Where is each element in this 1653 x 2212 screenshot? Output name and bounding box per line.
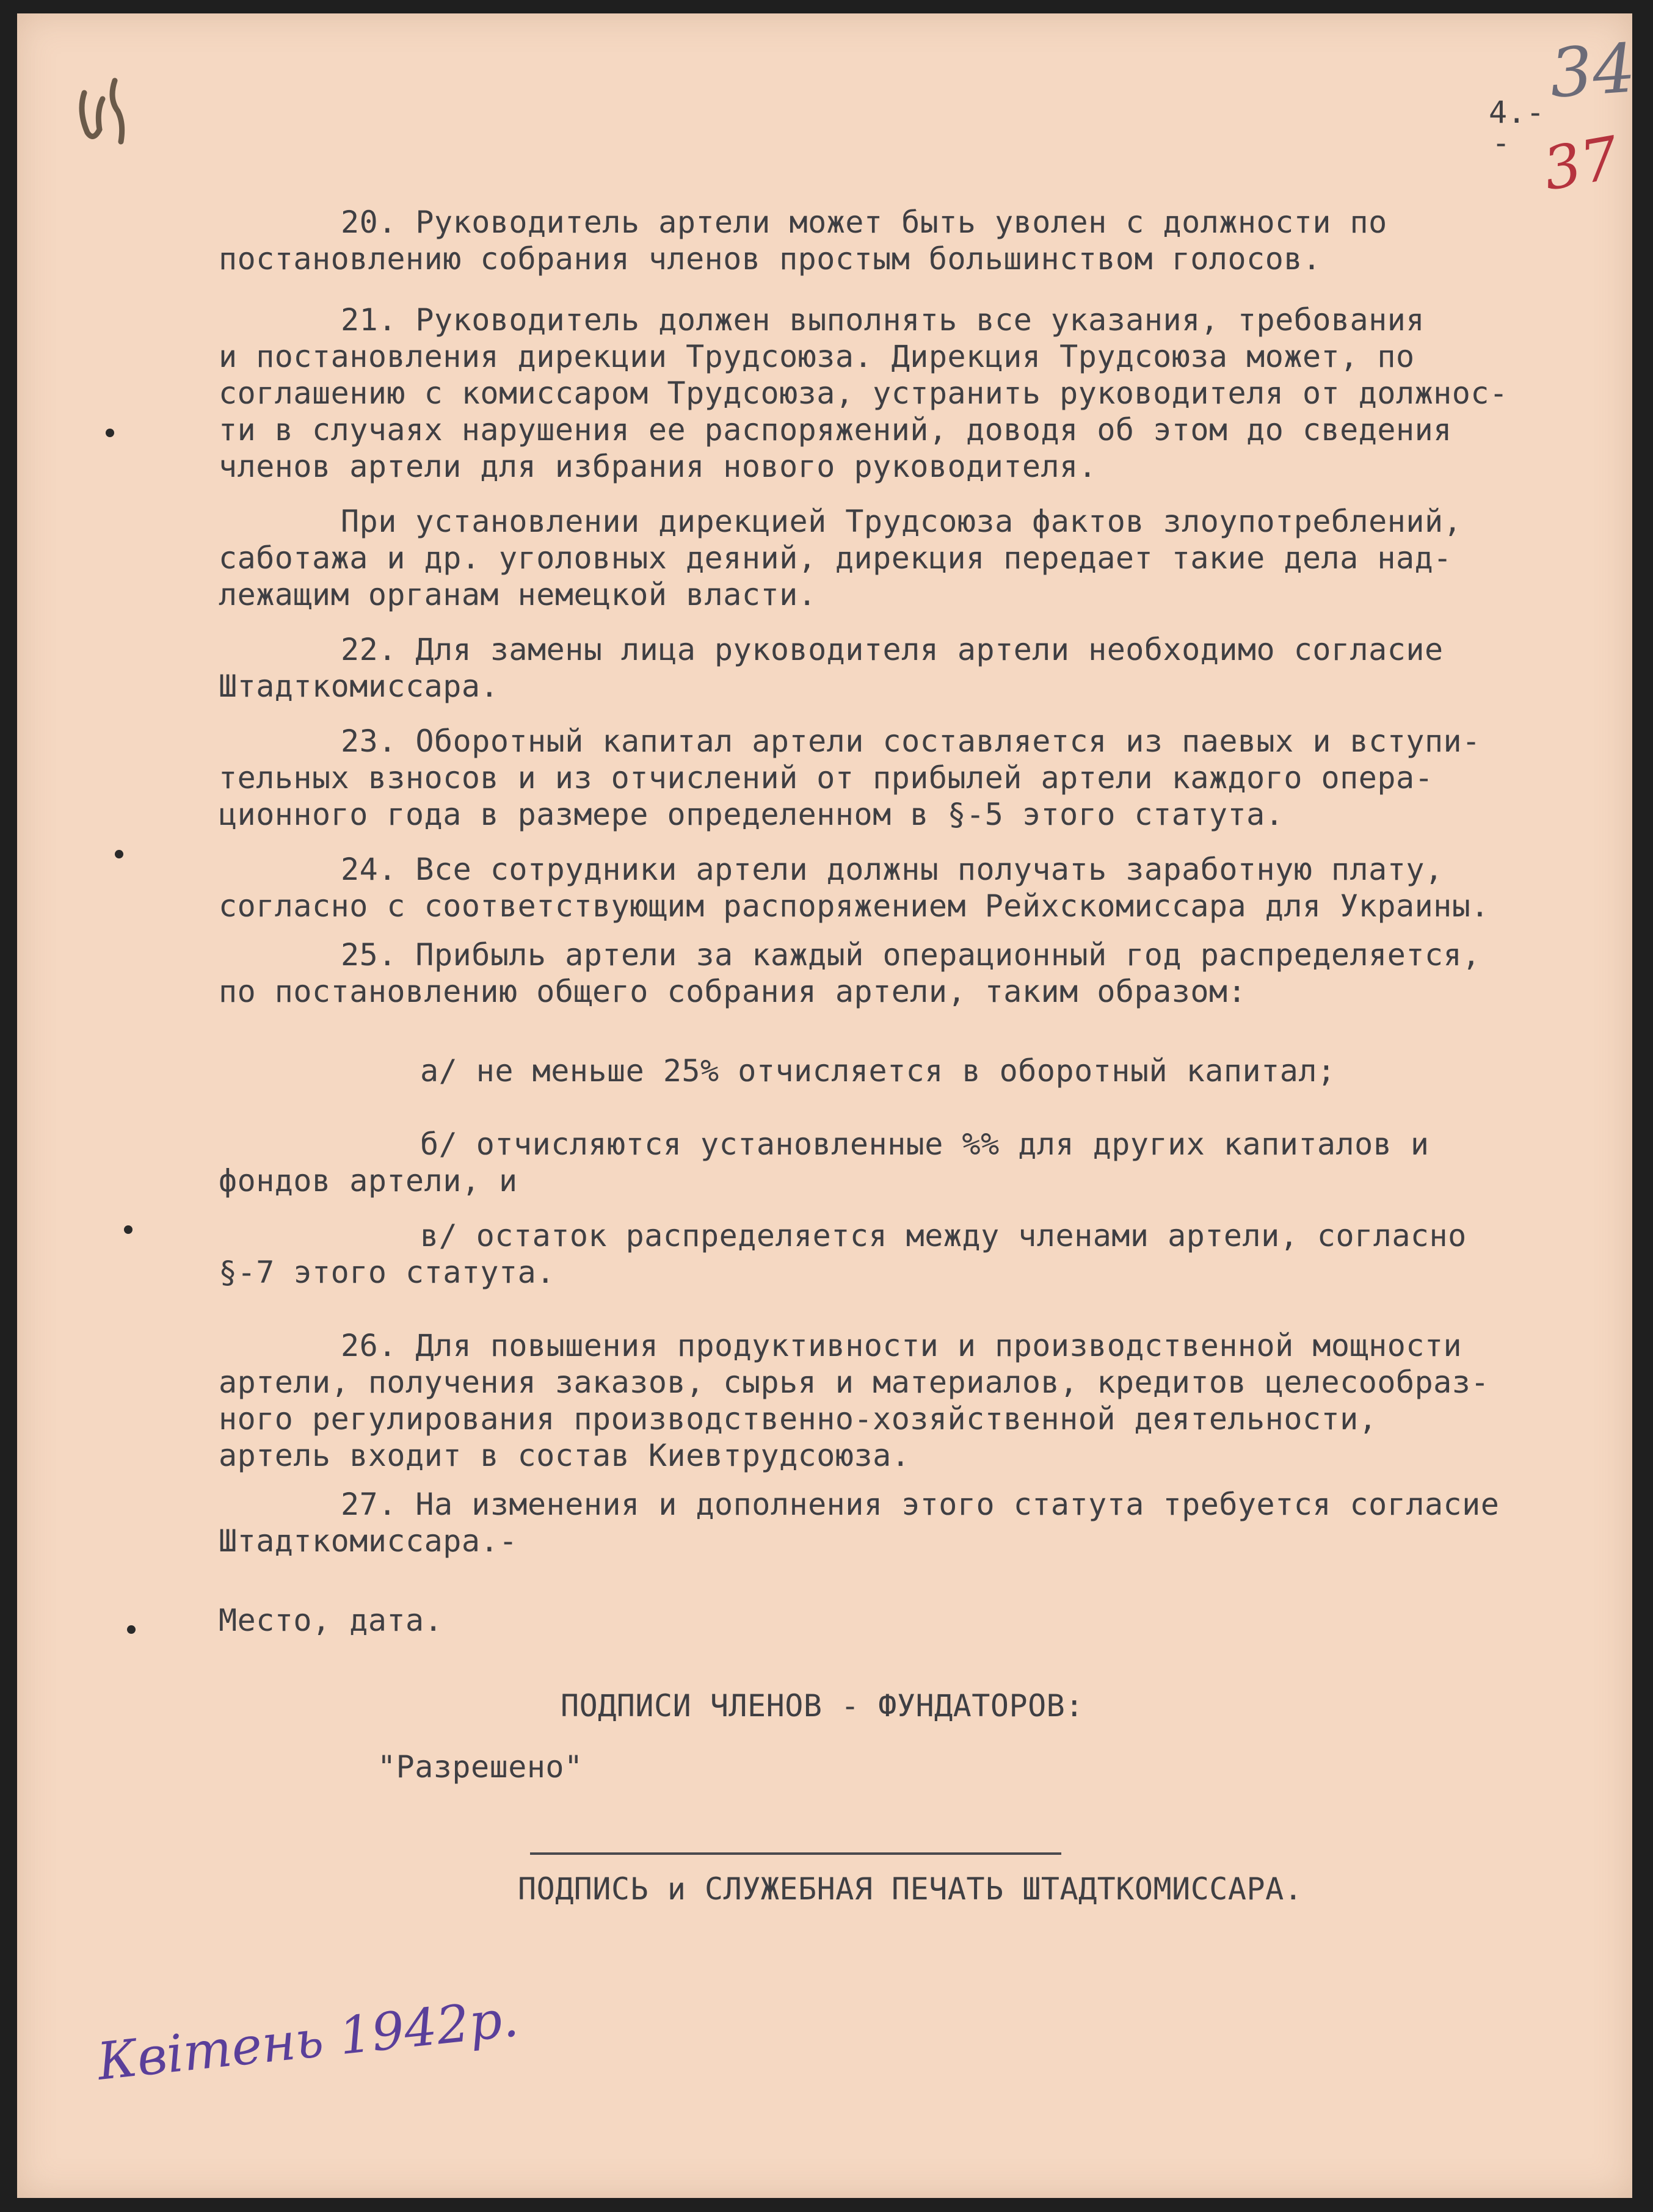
commissioner-signature-caption: ПОДПИСЬ и СЛУЖЕБНАЯ ПЕЧАТЬ ШТАДТКОМИССАРА. (518, 1871, 1303, 1907)
punch-hole-mark (106, 429, 114, 437)
signature-line (530, 1852, 1061, 1855)
text-line: б/ отчисляются установленные %% для других капиталов и (420, 1126, 1430, 1162)
approved-label: "Разрешено" (377, 1749, 583, 1785)
punch-hole-mark (124, 1225, 133, 1234)
founders-signatures-heading: ПОДПИСИ ЧЛЕНОВ - ФУНДАТОРОВ: (561, 1688, 1084, 1724)
text-line: ционного года в размере определенном в §-5 этого статута. (219, 797, 1284, 832)
text-line: артели, получения заказов, сырья и материалов, кредитов целесообраз- (219, 1365, 1489, 1400)
text-line: в/ остаток распределяется между членами артели, согласно (420, 1218, 1467, 1253)
text-line: 21. Руководитель должен выполнять все указания, требования (341, 302, 1425, 338)
handwritten-date: Квітень 1942р. (94, 1988, 521, 2092)
text-line: 25. Прибыль артели за каждый операционный год распределяется, (341, 937, 1481, 973)
text-line: а/ не меньше 25% отчисляется в оборотный капитал; (420, 1053, 1336, 1089)
text-line: 22. Для замены лица руководителя артели необходимо согласие (341, 632, 1444, 667)
place-date-label: Место, дата. (219, 1603, 443, 1638)
text-line: 20. Руководитель артели может быть уволен с должности по (341, 205, 1387, 240)
text-line: 26. Для повышения продуктивности и производственной мощности (341, 1328, 1462, 1363)
text-line: членов артели для избрания нового руководителя. (219, 449, 1097, 484)
text-line: 24. Все сотрудники артели должны получать заработную плату, (341, 852, 1444, 887)
ink-smudge-mark (72, 74, 139, 148)
text-line: тельных взносов и из отчислений от прибылей артели каждого опера- (219, 760, 1434, 796)
text-line: ного регулирования производственно-хозяйственной деятельности, (219, 1401, 1378, 1437)
document-page (17, 13, 1638, 2198)
text-line: Штадткомиссара. (219, 669, 500, 704)
text-line: и постановления дирекции Трудсоюза. Дирекция Трудсоюза может, по (219, 339, 1415, 374)
text-line: фондов артели, и (219, 1163, 518, 1198)
text-line: постановлению собрания членов простым большинством голосов. (219, 241, 1321, 277)
text-line: лежащим органам немецкой власти. (219, 577, 817, 612)
text-line: §-7 этого статута. (219, 1255, 555, 1290)
punch-hole-mark (115, 850, 123, 858)
text-line: саботажа и др. уголовных деяний, дирекция передает такие дела над- (219, 540, 1452, 576)
text-line: 27. На изменения и дополнения этого статута требуется согласие (341, 1487, 1500, 1522)
text-line: Штадткомиссара.- (219, 1523, 518, 1559)
text-line: соглашению с комиссаром Трудсоюза, устранить руководителя от должнос- (219, 375, 1508, 411)
text-line: по постановлению общего собрания артели, таким образом: (219, 974, 1247, 1009)
text-line: артель входит в состав Киевтрудсоюза. (219, 1438, 910, 1473)
text-line: ти в случаях нарушения ее распоряжений, доводя об этом до сведения (219, 412, 1452, 448)
page-number-typed: 4.- (1489, 95, 1545, 130)
text-line: согласно с соответствующим распоряжением Рейхскомиссара для Украины. (219, 888, 1489, 924)
text-line: При установлении дирекцией Трудсоюза фактов злоупотреблений, (341, 504, 1462, 539)
page-number-red: 37 (1538, 123, 1624, 204)
punch-hole-mark (127, 1625, 136, 1634)
text-line: 23. Оборотный капитал артели составляется из паевых и вступи- (341, 723, 1481, 759)
page-number-pencil: 34 (1547, 29, 1638, 113)
page-number-dash: - (1492, 125, 1511, 161)
